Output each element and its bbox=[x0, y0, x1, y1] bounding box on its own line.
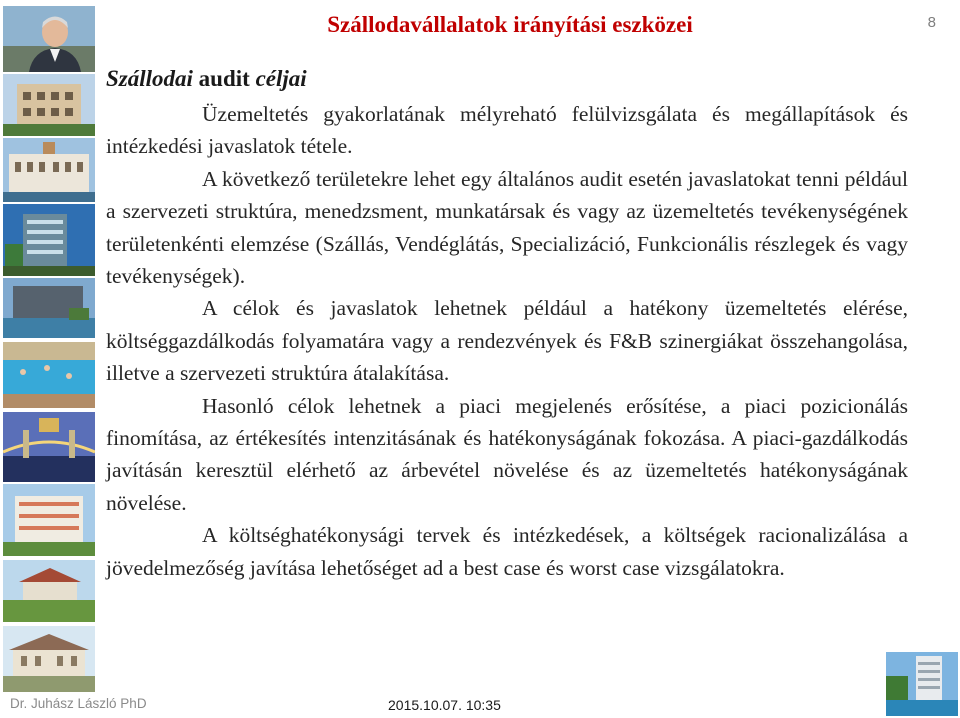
swimming-pool-photo-5 bbox=[3, 342, 95, 408]
manor-hotel-photo-9 bbox=[3, 626, 95, 692]
countryside-hotel-photo-8 bbox=[3, 560, 95, 622]
budapest-bridge-photo-6 bbox=[3, 412, 95, 482]
slide-page-number: 8 bbox=[927, 14, 936, 31]
heading-part-1: Szállodai bbox=[106, 66, 193, 91]
hotel-photo-strip bbox=[0, 0, 96, 718]
hotel-facade-photo-1 bbox=[3, 74, 95, 136]
seaside-hotel-photo bbox=[886, 652, 958, 716]
footer-author: Dr. Juhász László PhD bbox=[10, 696, 147, 711]
heading-part-3: céljai bbox=[255, 66, 307, 91]
footer-datetime: 2015.10.07. 10:35 bbox=[388, 697, 501, 713]
section-heading bbox=[106, 66, 307, 92]
hotel-resort-photo-7 bbox=[3, 484, 95, 556]
paragraph: A célok és javaslatok lehetnek például a hatékony üzemeltetés elérése, költséggazdálkodás folyamatára vagy a rendezvények és F&B szinergiákat összehangolása, illetve a szervezeti struktúra átalakítása. bbox=[106, 296, 908, 386]
slide-title: Szállodavállalatok irányítási eszközei bbox=[327, 12, 693, 37]
paragraph: Hasonló célok lehetnek a piaci megjelenés erősítése, a piaci pozicionálás finomítása, az értékesítés intenzitásának és hatékonyságának fokozása. A piaci-gazdálkodás javításán keresztül elérhető az árbevétel növelése és az üzemeltetés hatékonyságának növelése. bbox=[106, 393, 908, 515]
heading-part-2: audit bbox=[192, 66, 256, 91]
paragraph: Üzemeltetés gyakorlatának mélyreható felülvizsgálata és megállapítások és intézkedési javaslatok tétele. bbox=[106, 102, 908, 159]
slide-body bbox=[106, 98, 908, 584]
hotel-pool-photo-4 bbox=[3, 278, 95, 338]
paragraph: A következő területekre lehet egy általános audit esetén javaslatokat tenni például a szervezeti struktúra, menedzsment, munkatársak és vagy az üzemeltetés tevékenységének területenkénti elemzése (Szállás, Vendéglátás, Specializáció, Funkcionális részlegek és vagy tevékenységek). bbox=[106, 166, 908, 289]
hotel-building-photo-3 bbox=[3, 204, 95, 276]
paragraph: A költséghatékonysági tervek és intézkedések, a költségek racionalizálása a jövedelmezőség javítása lehetőséget ad a best case és worst case vizsgálatokra. bbox=[106, 523, 908, 580]
hotel-facade-photo-2 bbox=[3, 138, 95, 202]
